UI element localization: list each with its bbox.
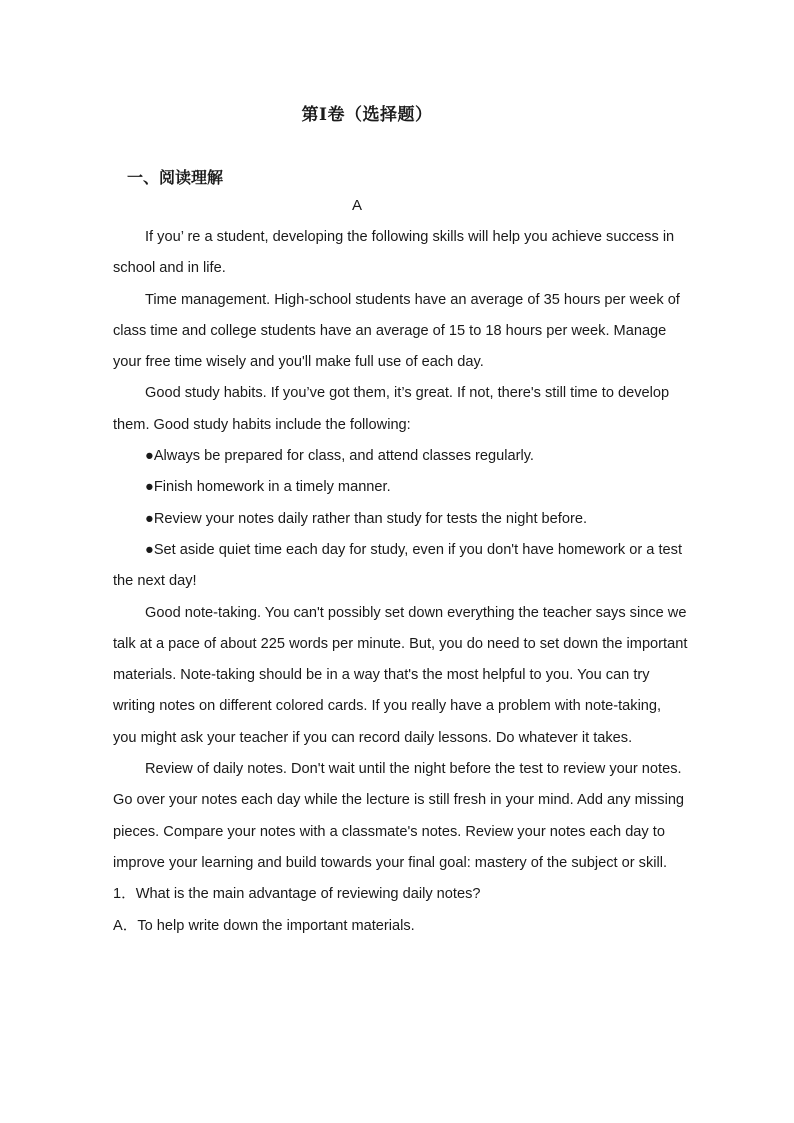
paragraph-note-taking: Good note-taking. You can't possibly set down everything the teacher says since we talk at a pace of about 225 words per minute. But, you do need to set down the important materials. Note-taking should be in a way that's the most helpful to you. You can try writing notes on different colored cards. If you really have a problem with note-taking, you might ask your teacher if you can record daily lessons. Do whatever it takes. [113, 604, 688, 746]
bullet-item: ●Set aside quiet time each day for study, even if you don't have homework or a test the next day! [113, 541, 682, 590]
option-letter: A． [113, 917, 138, 934]
question-1 [113, 879, 688, 910]
question-text: What is the main advantage of reviewing daily notes? [135, 886, 481, 903]
question-number: 1． [113, 886, 136, 903]
passage-body [113, 222, 688, 942]
bullet-item: ●Review your notes daily rather than study for tests the night before. [145, 510, 587, 527]
volume-title: 第Ⅰ卷（选择题） [301, 105, 433, 125]
paragraph-intro: If you’ re a student, developing the following skills will help you achieve success in school and in life. [113, 229, 675, 277]
paragraph-review: Review of daily notes. Don't wait until the night before the test to review your notes. Go over your notes each day while the lecture is still fresh in your mind. Add any missing pieces. Compare your notes with a classmate's notes. Review your notes each day to improve your learning and build towards your final goal: mastery of the subject or skill. [113, 761, 685, 871]
passage-label: A [351, 197, 362, 214]
bullet-item: ●Always be prepared for class, and attend classes regularly. [145, 448, 534, 465]
paragraph-time-management: Time management. High-school students have an average of 35 hours per week of class time and college students have an average of 15 to 18 hours per week. Manage your free time wisely and you'll make full use of each day. [113, 291, 680, 371]
bullet-item: ●Finish homework in a timely manner. [145, 479, 391, 496]
question-1-option-a [113, 911, 688, 942]
paragraph-study-habits: Good study habits. If you’ve got them, it’s great. If not, there's still time to develop them. Good study habits include the following: [113, 385, 670, 433]
section-title: 一、阅读理解 [127, 168, 224, 187]
option-text: To help write down the important materials. [137, 917, 415, 934]
